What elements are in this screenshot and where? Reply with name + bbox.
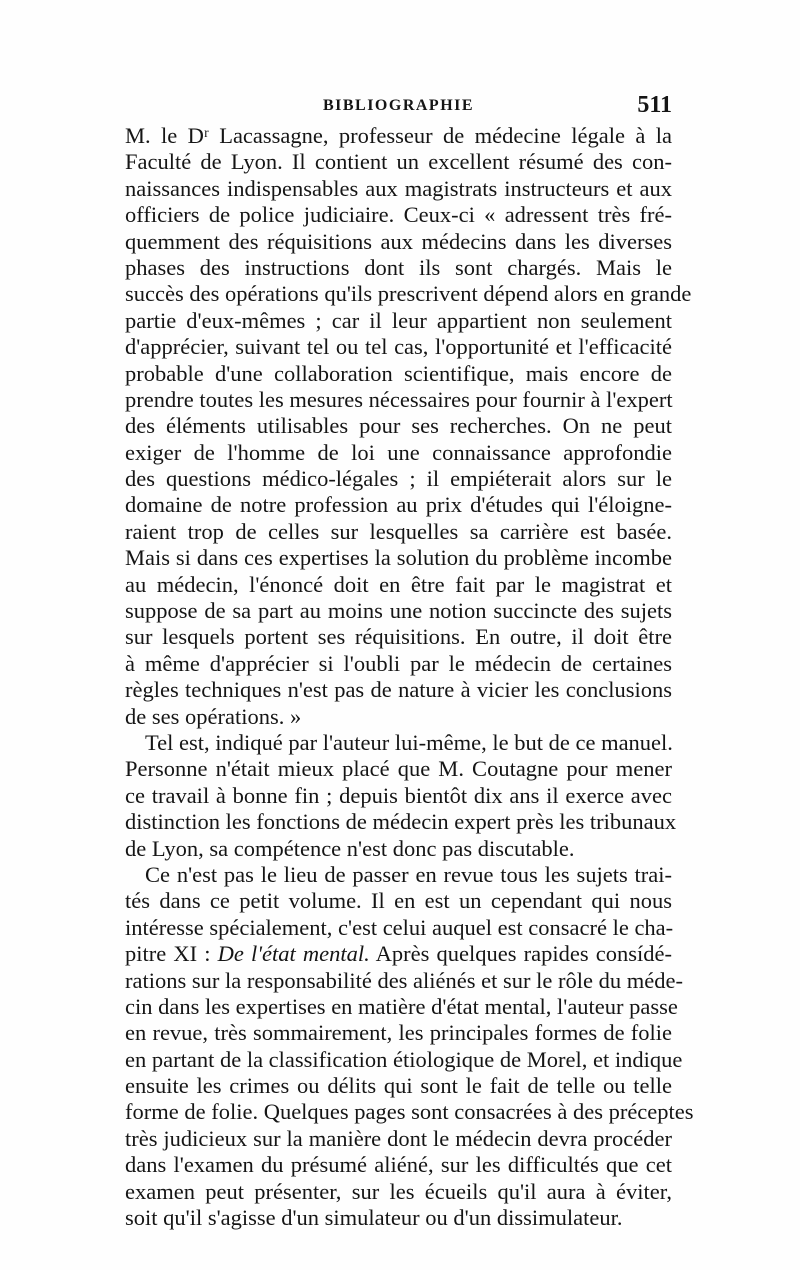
- text-line: probable d'une collaboration scientifique, mais encore de: [125, 360, 672, 386]
- page-number: 511: [637, 92, 672, 118]
- text-line: Mais si dans ces expertises la solution du problème incombe: [125, 545, 672, 571]
- text-line: rations sur la responsabilité des aliénés et sur le rôle du méde-: [125, 967, 683, 993]
- text-line: quemment des réquisitions aux médecins dans les diverses: [125, 228, 672, 254]
- running-head: [125, 92, 672, 123]
- body-text: [125, 123, 694, 1231]
- chapter-suffix: Après quelques rapides consídé-: [369, 941, 672, 967]
- text-line: Tel est, indiqué par l'auteur lui-même, le but de ce manuel.: [145, 729, 673, 755]
- chapter-prefix: pitre XI :: [125, 941, 218, 967]
- text-line: de Lyon, sa compétence n'est donc pas discutable.: [125, 835, 575, 861]
- text-line: M. le Dʳ Lacassagne, professeur de médecine légale à la: [125, 123, 672, 148]
- text-line: Faculté de Lyon. Il contient un excellent résumé des con-: [125, 149, 672, 175]
- text-line: partie d'eux-mêmes ; car il leur appartient non seulement: [125, 307, 672, 333]
- text-line: des éléments utilisables pour ses recherches. On ne peut: [125, 413, 672, 439]
- text-line: en partant de la classification étiologique de Morel, et indique: [125, 1046, 683, 1072]
- text-line: phases des instructions dont ils sont chargés. Mais le: [125, 254, 672, 280]
- paragraph-2: [125, 729, 677, 862]
- text-line: des questions médico-légales ; il empiéterait alors sur le: [125, 466, 672, 492]
- text-line: dans l'examen du présumé aliéné, sur les difficultés que cet: [125, 1152, 672, 1178]
- text-line: à même d'apprécier si l'oubli par le médecin de certaines: [125, 650, 672, 676]
- text-line: domaine de notre profession au prix d'études qui l'éloigne-: [125, 492, 672, 518]
- paragraph-3: [125, 861, 694, 1231]
- text-line: naissances indispensables aux magistrats instructeurs et aux: [125, 175, 672, 201]
- text-line: prendre toutes les mesures nécessaires pour fournir à l'expert: [125, 386, 673, 412]
- text-line: très judicieux sur la manière dont le médecin devra procéder: [125, 1125, 672, 1151]
- text-line: d'apprécier, suivant tel ou tel cas, l'opportunité et l'efficacité: [125, 334, 672, 360]
- text-line: au médecin, l'énoncé doit en être fait par le magistrat et: [125, 571, 672, 597]
- text-line: ce travail à bonne fin ; depuis bientôt dix ans il exerce avec: [125, 782, 672, 808]
- text-line: Personne n'était mieux placé que M. Coutagne pour mener: [125, 756, 672, 782]
- text-line: officiers de police judiciaire. Ceux-ci « adressent très fré-: [125, 202, 672, 228]
- text-line: soit qu'il s'agisse d'un simulateur ou d'un dissimulateur.: [125, 1205, 623, 1231]
- text-line: ensuite les crimes ou délits qui sont le fait de telle ou telle: [125, 1073, 672, 1099]
- text-line: distinction les fonctions de médecin expert près les tribunaux: [125, 809, 677, 835]
- text-line: cin dans les expertises en matière d'état mental, l'auteur passe: [125, 993, 678, 1019]
- text-line: succès des opérations qu'ils prescrivent dépend alors en grande: [125, 281, 692, 307]
- text-line: suppose de sa part au moins une notion succincte des sujets: [125, 598, 672, 624]
- text-line: exiger de l'homme de loi une connaissance approfondie: [125, 439, 672, 465]
- text-line-with-chapter-title: [125, 941, 672, 967]
- paragraph-1: [125, 123, 692, 730]
- text-line: règles techniques n'est pas de nature à vicier les conclusions: [125, 677, 672, 703]
- text-line: examen peut présenter, sur les écueils qu'il aura à éviter,: [125, 1178, 672, 1204]
- text-line: en revue, très sommairement, les principales formes de folie: [125, 1020, 672, 1046]
- text-line: tés dans ce petit volume. Il en est un cependant qui nous: [125, 888, 672, 914]
- running-head-title: BIBLIOGRAPHIE: [322, 97, 475, 114]
- text-line: intéresse spécialement, c'est celui auquel est consacré le cha-: [125, 914, 674, 940]
- text-line: raient trop de celles sur lesquelles sa carrière est basée.: [125, 518, 672, 544]
- text-line: Ce n'est pas le lieu de passer en revue tous les sujets trai-: [145, 861, 672, 887]
- text-line: sur lesquels portent ses réquisitions. En outre, il doit être: [125, 624, 672, 650]
- text-line: forme de folie. Quelques pages sont consacrées à des préceptes: [125, 1099, 694, 1125]
- chapter-title: De l'état mental.: [217, 941, 370, 967]
- text-line: de ses opérations. »: [125, 703, 302, 729]
